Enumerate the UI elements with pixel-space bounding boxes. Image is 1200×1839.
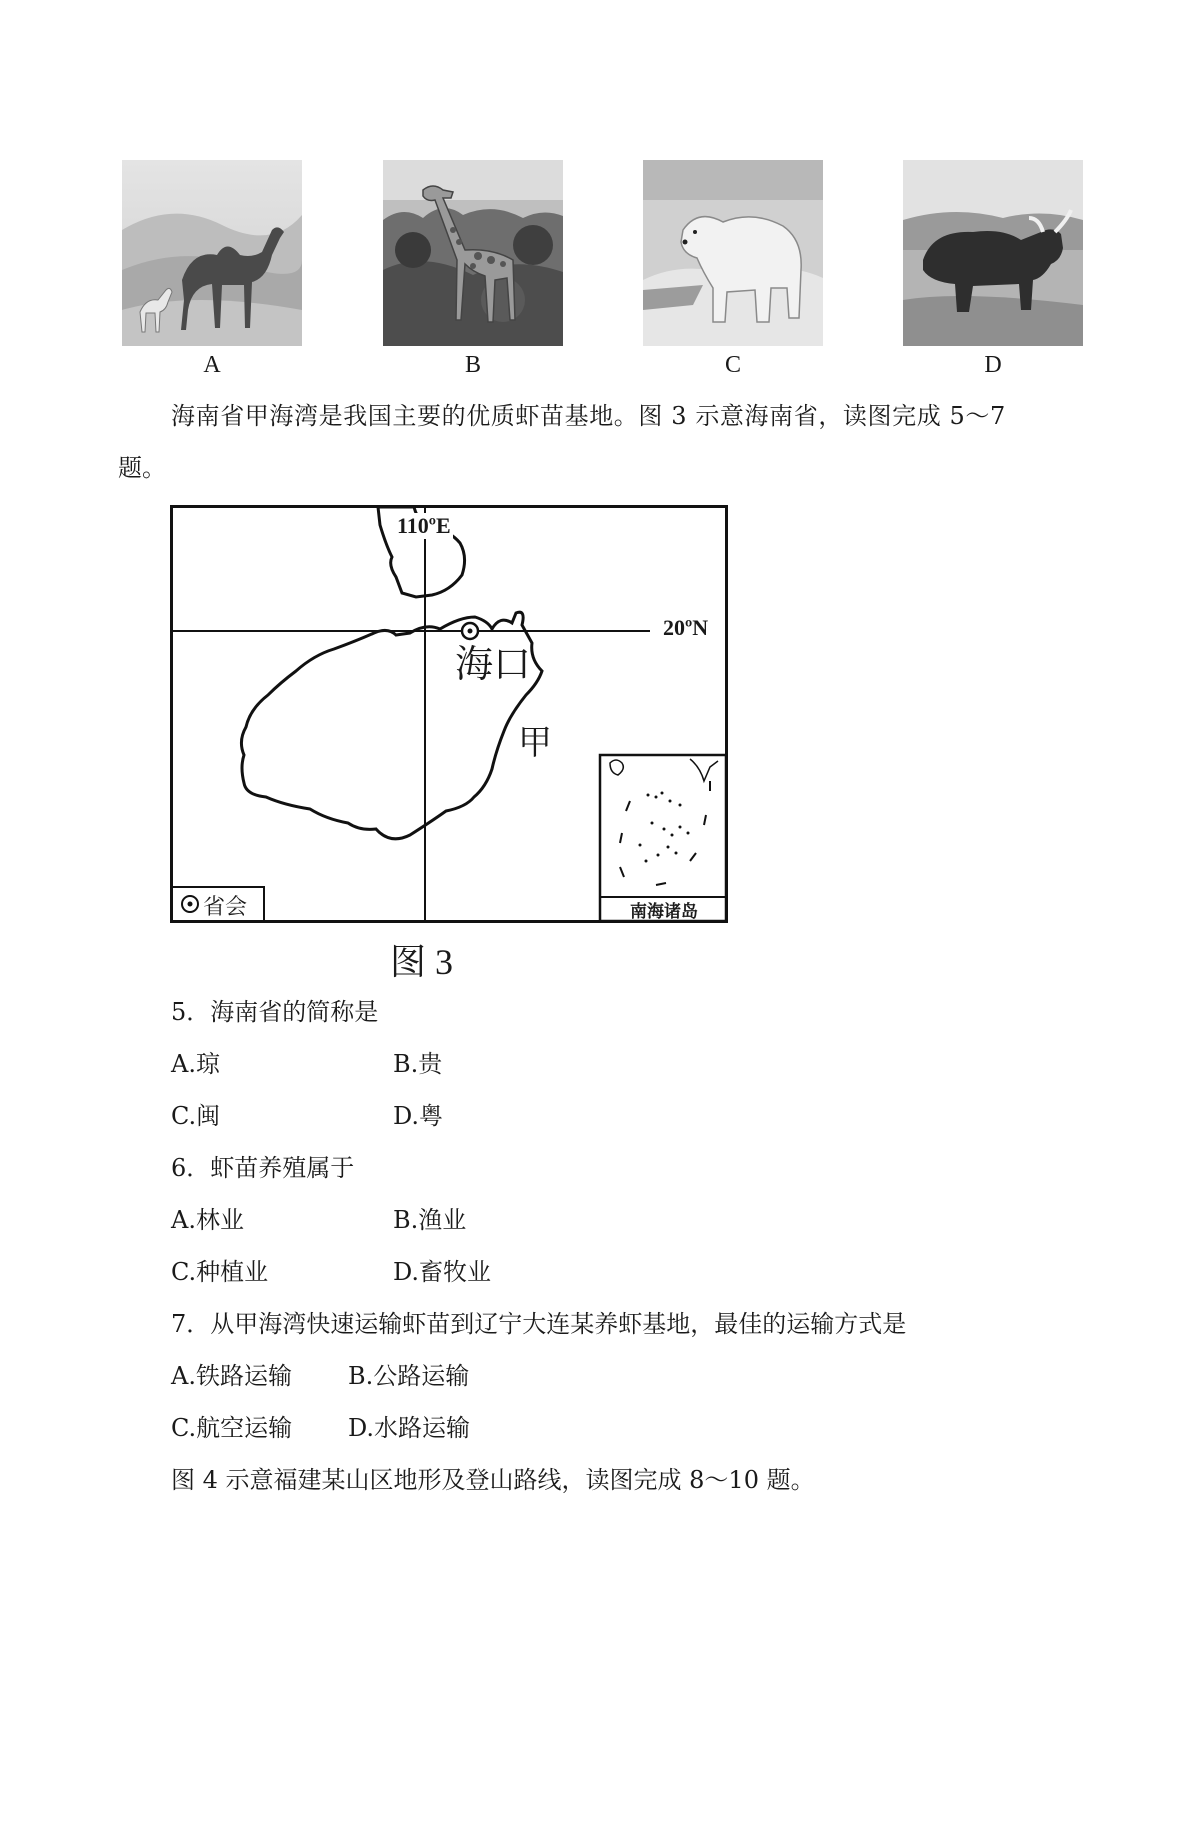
intro-line-1: 海南省甲海湾是我国主要的优质虾苗基地。图 3 示意海南省，读图完成 5～7 (171, 402, 1006, 430)
capital-name: 海口 (455, 642, 532, 686)
intro-line-2: 题。 (118, 454, 166, 482)
photo-label-b: B (464, 352, 481, 378)
question-6-stem: 6．虾苗养殖属于 (171, 1154, 355, 1182)
hainan-map (170, 505, 728, 923)
question-7-option-d: D.水路运输 (348, 1414, 471, 1442)
photo-giraffe (383, 160, 563, 346)
question-5-option-a: A.琼 (171, 1050, 220, 1078)
question-6-option-d: D.畜牧业 (393, 1258, 492, 1286)
longitude-label: 110ºE (397, 513, 451, 538)
question-6-option-a: A.林业 (171, 1206, 244, 1234)
question-7-option-a: A.铁路运输 (171, 1362, 292, 1390)
question-5-option-c: C.闽 (171, 1102, 221, 1130)
question-5-option-d: D.粤 (393, 1102, 444, 1130)
question-7-option-b: B.公路运输 (348, 1362, 470, 1390)
figure-caption: 图 3 (390, 942, 454, 982)
camel-icon (122, 160, 302, 346)
inset-label: 南海诸岛 (630, 902, 698, 922)
question-5-option-b: B.贵 (393, 1050, 443, 1078)
photo-label-d: D (984, 352, 1002, 378)
photo-polar-bear (643, 160, 823, 346)
question-6-option-b: B.渔业 (393, 1206, 467, 1234)
latitude-label: 20ºN (663, 615, 709, 640)
question-5-stem: 5．海南省的简称是 (171, 998, 379, 1026)
question-6-option-c: C.种植业 (171, 1258, 269, 1286)
photo-camel (122, 160, 302, 346)
photo-label-c: C (724, 352, 741, 378)
photo-yak (903, 160, 1083, 346)
question-7-option-c: C.航空运输 (171, 1414, 293, 1442)
giraffe-icon (383, 160, 563, 346)
question-7-stem: 7．从甲海湾快速运输虾苗到辽宁大连某养虾基地，最佳的运输方式是 (171, 1310, 907, 1338)
photo-label-a: A (203, 352, 221, 378)
yak-icon (903, 160, 1083, 346)
polar-bear-icon (643, 160, 823, 346)
bay-label: 甲 (518, 723, 552, 763)
closing-line: 图 4 示意福建某山区地形及登山路线，读图完成 8～10 题。 (171, 1466, 815, 1494)
legend-label: 省会 (203, 895, 248, 920)
